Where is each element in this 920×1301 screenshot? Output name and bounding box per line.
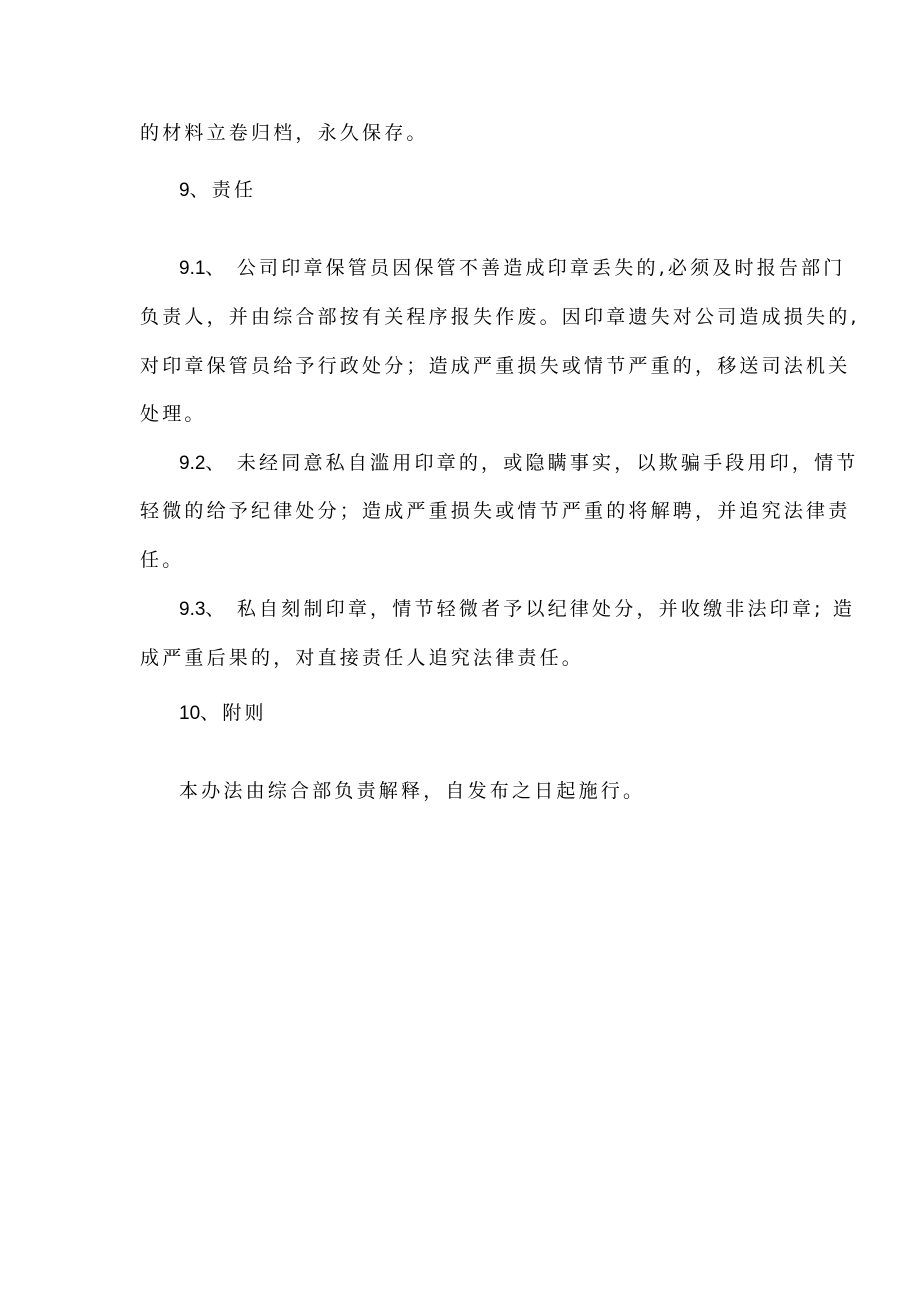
line-text: 对印章保管员给予行政处分；造成严重损失或情节严重的，移送司法机关 (140, 355, 851, 377)
clause-number: 9.2 (179, 453, 206, 474)
line-text: 本办法由综合部负责解释，自发布之日起施行。 (179, 780, 646, 802)
line-text: 的材料立卷归档，永久保存。 (140, 122, 429, 144)
closing-statement (179, 779, 829, 803)
section-heading-9 (179, 178, 829, 203)
section-title: 、责任 (189, 179, 257, 201)
line-text: 负责人，并由综合部按有关程序报失作废。因印章遗失对公司造成损失的, (140, 306, 860, 328)
text-line (140, 402, 790, 426)
clause-9-1-line (179, 256, 846, 281)
text-line (140, 121, 790, 145)
section-number: 10 (179, 703, 201, 724)
line-text: 、 公司印章保管员因保管不善造成印章丢失的,必须及时报告部门 (205, 257, 846, 279)
line-text: 、 未经同意私自滥用印章的，或隐瞒事实，以欺骗手段用印，情节 (205, 452, 859, 474)
clause-9-2-line (179, 451, 859, 476)
text-line (140, 646, 790, 670)
text-line (140, 354, 851, 378)
text-line (140, 305, 860, 329)
line-text: 任。 (140, 549, 185, 571)
clause-number: 9.1 (179, 258, 206, 279)
line-text: 处理。 (140, 403, 207, 425)
section-heading-10 (179, 701, 829, 726)
clause-number: 9.3 (179, 599, 206, 620)
line-text: 成严重后果的，对直接责任人追究法律责任。 (140, 647, 585, 669)
text-line (140, 548, 790, 572)
line-text: 轻微的给予纪律处分；造成严重损失或情节严重的将解聘，并追究法律责 (140, 500, 851, 522)
text-line (140, 499, 851, 523)
section-number: 9 (179, 180, 190, 201)
section-title: 、附则 (200, 702, 267, 724)
clause-9-3-line (179, 597, 856, 622)
line-text: 、 私自刻制印章，情节轻微者予以纪律处分，并收缴非法印章; 造 (205, 598, 856, 620)
